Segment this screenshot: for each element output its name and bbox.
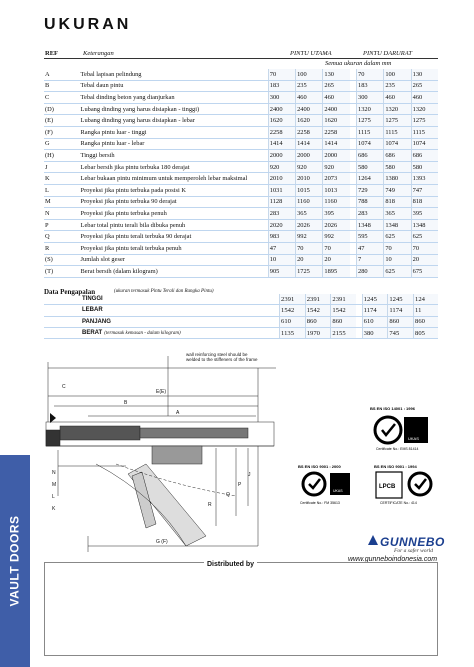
row-value: 2073 xyxy=(323,173,350,185)
table-row xyxy=(44,327,438,338)
row-value: 2400 xyxy=(296,103,323,115)
row-description: Jumlah slot geser xyxy=(80,254,269,266)
row-value: 1393 xyxy=(411,173,438,185)
row-value: 920 xyxy=(296,161,323,173)
table-row xyxy=(44,103,438,115)
dim-e-label: E(E) xyxy=(156,389,166,395)
row-value: 1074 xyxy=(357,138,384,150)
row-value: 265 xyxy=(411,80,438,92)
row-value: 1320 xyxy=(411,103,438,115)
row-value: 283 xyxy=(357,208,384,220)
brand-name: GUNNEBO xyxy=(380,535,445,549)
row-value: 1620 xyxy=(268,115,295,127)
certification-marks xyxy=(296,404,446,516)
row-description: Lubang dinding yang harus disiapkan - lebar xyxy=(80,115,269,127)
gunnebo-logo-icon xyxy=(366,533,380,547)
row-value: 460 xyxy=(296,92,323,104)
cert-standard-1: BS EN ISO 14001 : 1996 xyxy=(370,406,415,411)
row-ref: G xyxy=(44,138,80,150)
row-ref: (F) xyxy=(44,126,80,138)
side-banner-label-wrap xyxy=(0,455,30,667)
row-value: 70 xyxy=(296,242,323,254)
row-value: 992 xyxy=(323,231,350,243)
drawing-note-2: welded to the stiffeners of the frame xyxy=(186,357,258,362)
row-value: 2258 xyxy=(296,126,323,138)
shipping-label-text: PANJANG xyxy=(82,318,111,325)
row-value: 625 xyxy=(411,231,438,243)
shipping-value: 1135 xyxy=(280,327,306,338)
row-description: Proyeksi jika pintu terali terbuka 90 derajat xyxy=(80,231,269,243)
row-value: 1725 xyxy=(296,266,323,278)
row-value: 460 xyxy=(384,92,411,104)
row-value: 1275 xyxy=(384,115,411,127)
shipping-value: 805 xyxy=(414,327,438,338)
shipping-label-text: TINGGI xyxy=(82,296,103,303)
row-value: 1414 xyxy=(268,138,295,150)
table-row xyxy=(44,242,438,254)
row-value: 2026 xyxy=(296,219,323,231)
table-row xyxy=(44,92,438,104)
row-value: 625 xyxy=(384,266,411,278)
row-value: 47 xyxy=(357,242,384,254)
table-row xyxy=(44,305,438,316)
row-value: 788 xyxy=(357,196,384,208)
shipping-label-note: (termasuk kemasan - dalam kilogram) xyxy=(104,331,181,337)
table-row xyxy=(44,80,438,92)
row-value: 395 xyxy=(323,208,350,220)
shipping-value: 1542 xyxy=(305,305,331,316)
row-description: Rangka pintu luar - tinggi xyxy=(80,126,269,138)
shipping-data-title: Data Pengapalan xyxy=(44,288,96,296)
row-value: 1013 xyxy=(323,184,350,196)
row-value: 235 xyxy=(384,80,411,92)
row-value: 1320 xyxy=(357,103,384,115)
row-ref: A xyxy=(44,69,80,80)
row-value: 983 xyxy=(268,231,295,243)
row-value: 47 xyxy=(268,242,295,254)
dim-q-label: Q xyxy=(226,492,230,498)
row-value: 1115 xyxy=(357,126,384,138)
dim-l-label: L xyxy=(52,494,55,500)
cert-caption-1: Certificate No.: EMS 81414 xyxy=(376,447,419,451)
shipping-table xyxy=(44,294,438,339)
brand-tagline: For a safer world xyxy=(394,548,433,554)
row-value: 300 xyxy=(357,92,384,104)
row-value: 905 xyxy=(268,266,295,278)
shipping-value: 124 xyxy=(414,294,438,305)
table-row xyxy=(44,184,438,196)
row-value: 183 xyxy=(357,80,384,92)
row-value: 10 xyxy=(268,254,295,266)
row-ref: (H) xyxy=(44,150,80,162)
page-title: UKURAN xyxy=(44,16,132,33)
row-value: 2000 xyxy=(268,150,295,162)
row-value: 283 xyxy=(268,208,295,220)
cert-bs-logo-3-icon xyxy=(409,473,431,495)
frame-block xyxy=(152,446,202,464)
row-value: 675 xyxy=(411,266,438,278)
row-value: 460 xyxy=(411,92,438,104)
row-value: 595 xyxy=(357,231,384,243)
row-value: 235 xyxy=(296,80,323,92)
units-subheader: Semua ukuran dalam mm xyxy=(325,60,392,67)
row-value: 20 xyxy=(323,254,350,266)
row-value: 729 xyxy=(357,184,384,196)
row-value: 100 xyxy=(296,69,323,80)
row-value: 365 xyxy=(384,208,411,220)
row-value: 20 xyxy=(411,254,438,266)
shipping-value: 745 xyxy=(388,327,414,338)
header-divider xyxy=(44,58,438,59)
row-value: 686 xyxy=(357,150,384,162)
row-value: 747 xyxy=(411,184,438,196)
shipping-value: 380 xyxy=(362,327,388,338)
col-header-keterangan: Keterangan xyxy=(83,50,114,57)
row-value: 749 xyxy=(384,184,411,196)
row-description: Lebar total pintu terali bila dibuka penuh xyxy=(80,219,269,231)
table-row xyxy=(44,196,438,208)
row-value: 1348 xyxy=(384,219,411,231)
row-value: 1074 xyxy=(411,138,438,150)
row-value: 1128 xyxy=(268,196,295,208)
row-value: 686 xyxy=(411,150,438,162)
row-value: 1160 xyxy=(323,196,350,208)
row-value: 1414 xyxy=(323,138,350,150)
row-ref: P xyxy=(44,219,80,231)
row-value: 2020 xyxy=(268,219,295,231)
row-value: 2258 xyxy=(323,126,350,138)
shipping-data-note: (ukuran termasuk Pintu Terali dan Rangka Pintu) xyxy=(114,289,214,294)
distributor-box xyxy=(44,562,438,656)
row-value: 280 xyxy=(357,266,384,278)
row-value: 1320 xyxy=(384,103,411,115)
cert-bs-logo-icon xyxy=(375,417,401,443)
side-banner-label: VAULT DOORS xyxy=(8,515,22,607)
shipping-value: 610 xyxy=(280,316,306,327)
shipping-value: 860 xyxy=(388,316,414,327)
table-row xyxy=(44,294,438,305)
row-ref: B xyxy=(44,80,80,92)
row-value: 580 xyxy=(411,161,438,173)
row-value: 183 xyxy=(268,80,295,92)
row-value: 20 xyxy=(296,254,323,266)
row-value: 1895 xyxy=(323,266,350,278)
row-value: 265 xyxy=(323,80,350,92)
row-value: 395 xyxy=(411,208,438,220)
shipping-value: 860 xyxy=(305,316,331,327)
row-value: 1620 xyxy=(296,115,323,127)
brand-website[interactable]: www.gunneboindonesia.com xyxy=(348,556,438,563)
shipping-value: 2391 xyxy=(331,294,356,305)
row-value: 818 xyxy=(384,196,411,208)
row-description: Lebar bukaan pintu minimum untuk memperoleh lebar maksimal xyxy=(80,173,269,185)
row-ref: L xyxy=(44,184,80,196)
row-value: 7 xyxy=(357,254,384,266)
row-value: 70 xyxy=(357,69,384,80)
row-value: 818 xyxy=(411,196,438,208)
row-value: 300 xyxy=(268,92,295,104)
col-header-ref: REF xyxy=(45,50,58,57)
shipping-value: 2391 xyxy=(305,294,331,305)
dim-m-label: M xyxy=(52,482,57,488)
shipping-label xyxy=(44,316,280,327)
row-description: Proyeksi jika pintu terali terbuka penuh xyxy=(80,242,269,254)
row-value: 2400 xyxy=(323,103,350,115)
row-value: 1414 xyxy=(296,138,323,150)
shipping-label xyxy=(44,327,280,338)
door-plan-drawing xyxy=(36,346,296,558)
row-value: 2026 xyxy=(323,219,350,231)
row-ref: (S) xyxy=(44,254,80,266)
table-row xyxy=(44,254,438,266)
dimension-table xyxy=(44,69,438,278)
table-row xyxy=(44,69,438,80)
shipping-label xyxy=(44,305,280,316)
row-value: 2010 xyxy=(296,173,323,185)
dim-p-label: P xyxy=(238,482,242,488)
row-value: 1115 xyxy=(411,126,438,138)
table-row xyxy=(44,150,438,162)
table-row xyxy=(44,115,438,127)
row-description: Lebar bersih jika pintu terbuka 180 derajat xyxy=(80,161,269,173)
row-value: 1620 xyxy=(323,115,350,127)
ukas-mark-2: UKAS xyxy=(333,489,343,493)
row-value: 1275 xyxy=(411,115,438,127)
table-row xyxy=(44,138,438,150)
table-row xyxy=(44,266,438,278)
row-value: 70 xyxy=(411,242,438,254)
col-header-pintu-darurat: PINTU DARURAT xyxy=(363,50,413,57)
row-value: 130 xyxy=(411,69,438,80)
row-description: Proyeksi jika pintu terbuka 90 derajat xyxy=(80,196,269,208)
row-value: 2000 xyxy=(323,150,350,162)
row-value: 1074 xyxy=(384,138,411,150)
row-value: 2000 xyxy=(296,150,323,162)
dim-c-label: C xyxy=(62,384,66,390)
row-value: 1380 xyxy=(384,173,411,185)
table-row xyxy=(44,316,438,327)
shipping-value: 1174 xyxy=(388,305,414,316)
ukas-mark-1: UKAS xyxy=(408,436,419,441)
row-ref: K xyxy=(44,173,80,185)
row-value: 992 xyxy=(296,231,323,243)
lpcb-mark: LPCB xyxy=(379,484,396,490)
table-row xyxy=(44,208,438,220)
row-value: 686 xyxy=(384,150,411,162)
table-row xyxy=(44,219,438,231)
row-ref: C xyxy=(44,92,80,104)
shipping-value: 1542 xyxy=(331,305,356,316)
row-value: 625 xyxy=(384,231,411,243)
row-value: 70 xyxy=(323,242,350,254)
cert-caption-3: CERTIFICATE No.: 414 xyxy=(380,501,417,505)
shipping-value: 11 xyxy=(414,305,438,316)
row-description: Tebal lapisan pelindung xyxy=(80,69,269,80)
row-value: 920 xyxy=(268,161,295,173)
row-value: 100 xyxy=(384,69,411,80)
shipping-value: 860 xyxy=(331,316,356,327)
row-value: 10 xyxy=(384,254,411,266)
shipping-label-text: BERAT xyxy=(82,330,103,337)
row-value: 1115 xyxy=(384,126,411,138)
row-ref: R xyxy=(44,242,80,254)
table-row xyxy=(44,161,438,173)
dim-b-label: B xyxy=(124,400,128,406)
row-value: 2010 xyxy=(268,173,295,185)
dim-a-label: A xyxy=(176,410,180,416)
row-value: 365 xyxy=(296,208,323,220)
shipping-value: 610 xyxy=(362,316,388,327)
row-value: 130 xyxy=(323,69,350,80)
table-row xyxy=(44,173,438,185)
row-ref: (E) xyxy=(44,115,80,127)
row-value: 920 xyxy=(323,161,350,173)
row-value: 1348 xyxy=(357,219,384,231)
shipping-value: 860 xyxy=(414,316,438,327)
cert-standard-2: BS EN ISO 9001 : 2000 xyxy=(298,464,341,469)
row-value: 580 xyxy=(357,161,384,173)
dim-j-label: J xyxy=(248,472,251,478)
shipping-label xyxy=(44,294,280,305)
table-row xyxy=(44,231,438,243)
row-value: 2258 xyxy=(268,126,295,138)
row-description: Berat bersih (dalam kilogram) xyxy=(80,266,269,278)
row-description: Proyeksi jika pintu terbuka penuh xyxy=(80,208,269,220)
shipping-label-text: LEBAR xyxy=(82,307,103,314)
row-value: 1160 xyxy=(296,196,323,208)
table-row xyxy=(44,126,438,138)
row-value: 1015 xyxy=(296,184,323,196)
row-value: 580 xyxy=(384,161,411,173)
shipping-value: 2155 xyxy=(331,327,356,338)
dim-n-label: N xyxy=(52,470,56,476)
row-description: Rangka pintu luar - lebar xyxy=(80,138,269,150)
row-ref: N xyxy=(44,208,80,220)
shipping-value: 1174 xyxy=(362,305,388,316)
row-description: Tinggi bersih xyxy=(80,150,269,162)
row-description: Tebal dinding beton yang dianjurkan xyxy=(80,92,269,104)
cert-caption-2: Certificate No.: FM 35613 xyxy=(300,501,340,505)
dim-k-label: K xyxy=(52,506,56,512)
dim-r-label: R xyxy=(208,502,212,508)
row-value: 1031 xyxy=(268,184,295,196)
cert-bs-logo-2-icon xyxy=(303,473,325,495)
cert-standard-3: BS EN ISO 9001 : 1994 xyxy=(374,464,417,469)
row-value: 460 xyxy=(323,92,350,104)
row-ref: M xyxy=(44,196,80,208)
row-value: 70 xyxy=(268,69,295,80)
row-value: 2400 xyxy=(268,103,295,115)
shipping-value: 1245 xyxy=(362,294,388,305)
row-ref: J xyxy=(44,161,80,173)
row-description: Proyeksi jika pintu terbuka pada posisi K xyxy=(80,184,269,196)
dim-g-label: G (F) xyxy=(156,539,168,545)
row-description: Lubang dinding yang harus disiapkan - tinggi) xyxy=(80,103,269,115)
row-ref: (D) xyxy=(44,103,80,115)
row-value: 1275 xyxy=(357,115,384,127)
row-value: 70 xyxy=(384,242,411,254)
shipping-value: 1970 xyxy=(305,327,331,338)
drawing-note-1: wall reinforcing steel should be xyxy=(186,352,248,357)
col-header-pintu-utama: PINTU UTAMA xyxy=(290,50,332,57)
distributed-by-label: Distributed by xyxy=(204,561,257,568)
row-ref: Q xyxy=(44,231,80,243)
row-value: 1348 xyxy=(411,219,438,231)
row-value: 1264 xyxy=(357,173,384,185)
row-description: Tebal daun pintu xyxy=(80,80,269,92)
row-ref: (T) xyxy=(44,266,80,278)
shipping-value: 1245 xyxy=(388,294,414,305)
shipping-value: 1542 xyxy=(280,305,306,316)
shipping-value: 2391 xyxy=(280,294,306,305)
